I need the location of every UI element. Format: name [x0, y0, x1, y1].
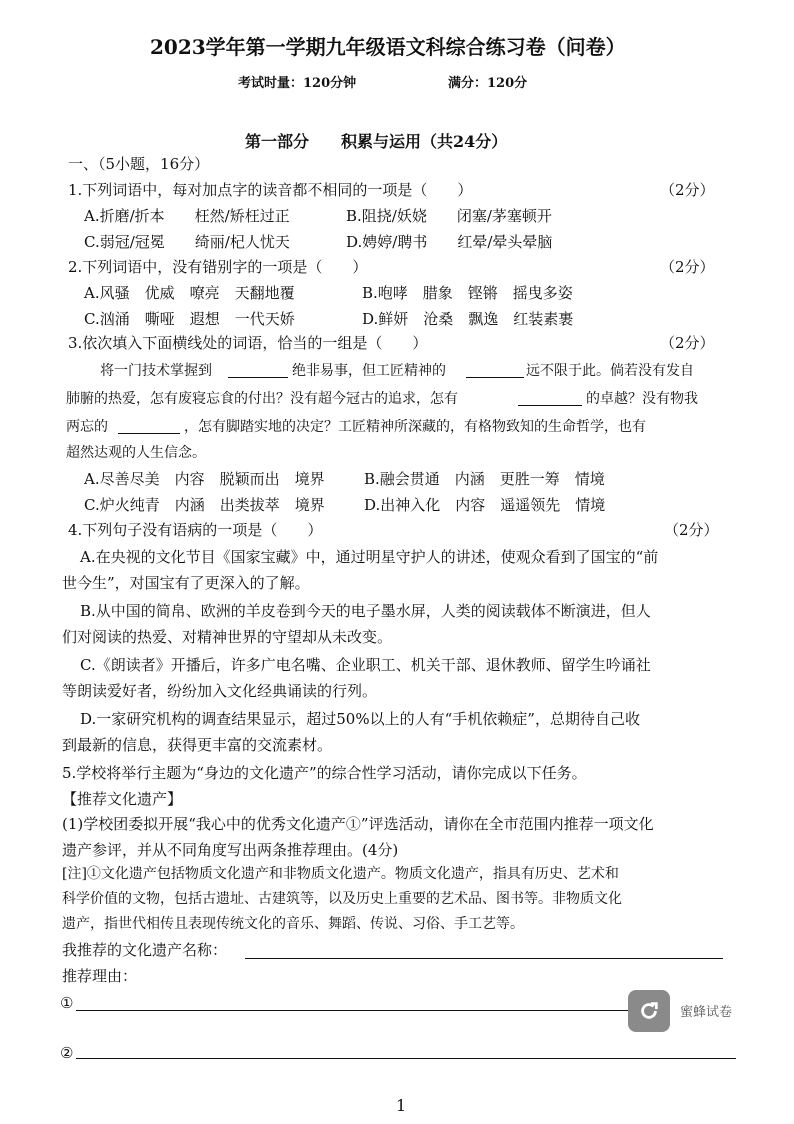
q1-option-c: C.弱冠/冠冕 绮丽/杞人忧天	[84, 233, 290, 251]
watermark-text: 蜜蜂试卷	[680, 1005, 733, 1020]
q1-points: （2分）	[660, 181, 715, 199]
q3-option-d: D.出神入化 内容 遥遥领先 情境	[364, 496, 606, 514]
q3-passage: 肺腑的热爱，怎有废寝忘食的付出？没有超今冠古的追求，怎有	[66, 391, 458, 407]
q4-option-c: C.《朗读者》开播后，许多广电名嘴、企业职工、机关干部、退休教师、留学生吟诵社	[80, 656, 651, 674]
q4-stem: 4.下列句子没有语病的一项是（ ）	[68, 521, 323, 539]
q2-option-a: A.风骚 优威 嘹亮 天翻地覆	[84, 284, 295, 302]
q2-points: （2分）	[660, 258, 715, 276]
q2-option-b: B.咆哮 腊象 铿锵 摇曳多姿	[362, 284, 573, 302]
q4-option-b-cont: 们对阅读的热爱、对精神世界的守望却从未改变。	[62, 628, 393, 646]
reason-1-marker: ①	[60, 994, 74, 1012]
q1-option-d: D.娉婷/聘书 红晕/晕头晕脑	[346, 233, 553, 251]
q5-note: [注]①文化遗产包括物质文化遗产和非物质文化遗产。物质文化遗产，指具有历史、艺术和	[62, 866, 619, 882]
q3-blank-4[interactable]	[118, 433, 180, 434]
reason-2-marker: ②	[60, 1044, 74, 1062]
q4-points: （2分）	[664, 521, 719, 539]
q3-option-c: C.炉火纯青 内涵 出类拔萃 境界	[84, 496, 325, 514]
q3-passage: 将一门技术掌握到	[100, 363, 212, 379]
q5-heading: 【推荐文化遗产】	[62, 790, 183, 808]
q5-note-cont: 科学价值的文物，包括古遗址、古建筑等，以及历史上重要的艺术品、图书等。非物质文化	[62, 891, 622, 907]
reason-label: 推荐理由：	[62, 967, 138, 985]
q3-passage: 绝非易事，但工匠精神的	[292, 363, 446, 379]
q2-stem: 2.下列词语中，没有错别字的一项是（ ）	[68, 258, 368, 276]
q5-stem: 5.学校将举行主题为“身边的文化遗产”的综合性学习活动，请你完成以下任务。	[62, 764, 587, 782]
q5-subtask-1: (1)学校团委拟开展“我心中的优秀文化遗产①”评选活动，请你在全市范围内推荐一项文化	[62, 815, 654, 833]
page-title: 2023学年第一学期九年级语文科综合练习卷（问卷）	[150, 35, 626, 59]
q1-stem: 1.下列词语中，每对加点字的读音都不相同的一项是（ ）	[68, 181, 473, 199]
part-title: 第一部分 积累与运用（共24分）	[245, 132, 508, 151]
q3-option-b: B.融会贯通 内涵 更胜一筹 情境	[364, 470, 605, 488]
q2-option-c: C.汹涌 嘶哑 遐想 一代天娇	[84, 310, 295, 328]
q3-passage: 远不限于此。倘若没有发自	[526, 363, 694, 379]
q3-stem: 3.依次填入下面横线处的词语，恰当的一组是（ ）	[68, 334, 428, 352]
exam-time: 考试时量：120分钟	[238, 76, 357, 91]
q3-passage: 超然达观的人生信念。	[66, 445, 206, 461]
q4-option-c-cont: 等朗读爱好者，纷纷加入文化经典诵读的行列。	[62, 682, 378, 700]
reason-1-answer-line[interactable]	[76, 1010, 628, 1011]
refresh-icon	[638, 1000, 660, 1022]
q3-blank-1[interactable]	[228, 377, 288, 378]
page-number: 1	[396, 1096, 407, 1115]
q1-option-a: A.折磨/折本 枉然/矫枉过正	[84, 207, 290, 225]
reason-2-answer-line[interactable]	[76, 1058, 736, 1059]
q3-passage: ，怎有脚踏实地的决定？工匠精神所深藏的，有格物致知的生命哲学，也有	[184, 419, 646, 435]
q4-option-d: D.一家研究机构的调查结果显示，超过50%以上的人有“手机依赖症”，总期待自己收	[80, 710, 640, 728]
q3-passage: 的卓越？没有物我	[586, 391, 698, 407]
q1-option-b: B.阻挠/妖娆 闭塞/茅塞顿开	[346, 207, 552, 225]
heritage-name-label: 我推荐的文化遗产名称：	[62, 941, 228, 959]
q3-points: （2分）	[660, 334, 715, 352]
exam-full-score: 满分：120分	[448, 76, 528, 91]
q3-blank-2[interactable]	[466, 377, 524, 378]
q3-blank-3[interactable]	[518, 405, 582, 406]
q2-option-d: D.鲜妍 沧桑 飘逸 红装素裹	[362, 310, 574, 328]
q4-option-d-cont: 到最新的信息，获得更丰富的交流素材。	[62, 736, 333, 754]
q5-subtask-1-cont: 遗产参评，并从不同角度写出两条推荐理由。(4分)	[62, 841, 399, 859]
q5-note-cont: 遗产，指世代相传且表现传统文化的音乐、舞蹈、传说、习俗、手工艺等。	[62, 916, 524, 932]
q4-option-a-cont: 世今生”，对国宝有了更深入的了解。	[62, 574, 310, 592]
q4-option-a: A.在央视的文化节目《国家宝藏》中，通过明星守护人的讲述，使观众看到了国宝的“前	[80, 548, 659, 566]
q3-passage: 两忘的	[66, 419, 108, 435]
section-heading: 一、（5小题，16分）	[68, 155, 210, 173]
q3-option-a: A.尽善尽美 内容 脱颖而出 境界	[84, 470, 325, 488]
heritage-name-answer-line[interactable]	[245, 958, 723, 959]
q4-option-b: B.从中国的简帛、欧洲的羊皮卷到今天的电子墨水屏，人类的阅读载体不断演进，但人	[80, 602, 651, 620]
